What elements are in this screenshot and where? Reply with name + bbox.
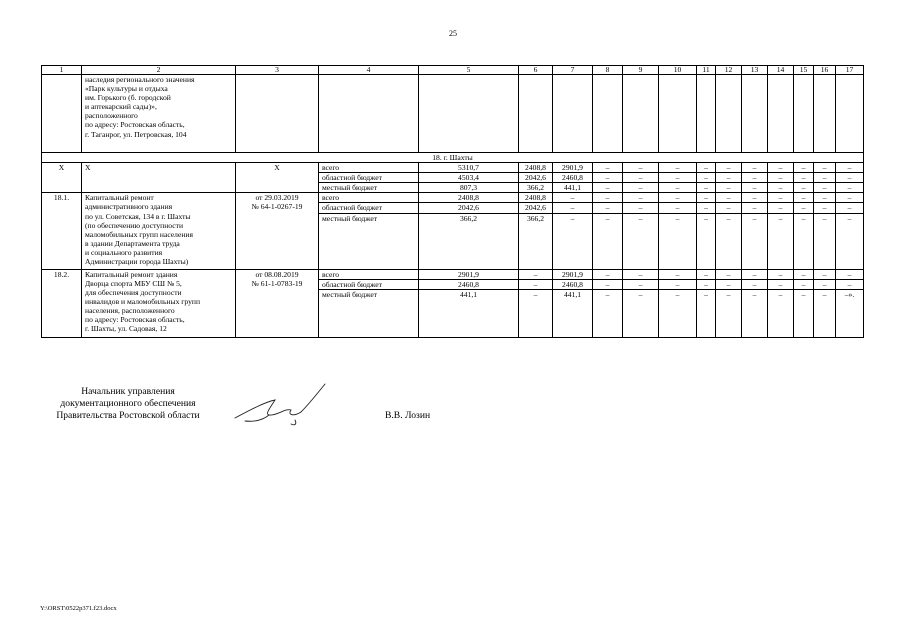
budget-source: всего	[319, 193, 419, 203]
column-header: 17	[836, 66, 864, 75]
amount-cell: –	[659, 183, 697, 193]
amount-cell: 441,1	[553, 289, 593, 337]
amount-cell: –	[716, 289, 742, 337]
amount-cell: –	[716, 193, 742, 203]
column-header: 8	[593, 66, 623, 75]
amount-cell: 4503,4	[419, 173, 519, 183]
column-header: 13	[742, 66, 768, 75]
table-cell	[768, 75, 794, 153]
amount-cell: –	[623, 213, 659, 269]
amount-cell: 2042,6	[519, 203, 553, 213]
item-number: 18.2.	[42, 269, 82, 337]
amount-cell: 5310,7	[419, 163, 519, 173]
amount-cell: 2460,8	[419, 279, 519, 289]
amount-cell: –	[623, 173, 659, 183]
amount-cell: –	[716, 269, 742, 279]
amount-cell: –	[836, 173, 864, 183]
amount-cell: –	[814, 193, 836, 203]
amount-cell: –	[593, 183, 623, 193]
amount-cell: –	[659, 173, 697, 183]
column-header: 11	[697, 66, 716, 75]
amount-cell: –	[593, 289, 623, 337]
amount-cell: –	[742, 173, 768, 183]
budget-source: местный бюджет	[319, 289, 419, 337]
expertise-reference: от 29.03.2019 № 64-1-0267-19	[236, 193, 319, 269]
column-header: 2	[82, 66, 236, 75]
column-header: 16	[814, 66, 836, 75]
amount-cell: 2042,6	[419, 203, 519, 213]
amount-cell: –	[623, 163, 659, 173]
amount-cell: –	[768, 213, 794, 269]
amount-cell: –	[836, 183, 864, 193]
amount-cell: –	[623, 193, 659, 203]
amount-cell: –	[768, 203, 794, 213]
amount-cell: –	[623, 269, 659, 279]
amount-cell: –	[716, 173, 742, 183]
amount-cell: –	[742, 269, 768, 279]
amount-cell: –	[593, 213, 623, 269]
object-name: Х	[82, 163, 236, 193]
table-cell	[836, 75, 864, 153]
table-cell	[697, 75, 716, 153]
signer-position: Начальник управления документационного обеспечения Правительства Ростовской области	[56, 386, 200, 421]
amount-cell: –	[742, 193, 768, 203]
table-cell	[236, 75, 319, 153]
file-path-footer: Y:\ORST\0522p371.f23.docx	[40, 605, 117, 612]
amount-cell: –	[836, 203, 864, 213]
amount-cell: –	[593, 193, 623, 203]
amount-cell: –	[742, 213, 768, 269]
column-header: 6	[519, 66, 553, 75]
amount-cell: 2460,8	[553, 279, 593, 289]
amount-cell: –	[553, 213, 593, 269]
table-row	[42, 193, 864, 203]
column-header: 15	[794, 66, 814, 75]
amount-cell: –	[768, 279, 794, 289]
amount-cell: –	[836, 279, 864, 289]
signer-name: В.В. Лозин	[385, 410, 431, 421]
amount-cell: –	[623, 279, 659, 289]
amount-cell: 366,2	[519, 213, 553, 269]
amount-cell: –	[659, 203, 697, 213]
amount-cell: –	[742, 289, 768, 337]
section-title: 18. г. Шахты	[42, 153, 864, 163]
amount-cell: –	[814, 279, 836, 289]
table-cell	[623, 75, 659, 153]
expertise-reference: Х	[236, 163, 319, 193]
amount-cell: 2901,9	[419, 269, 519, 279]
amount-cell: –	[716, 183, 742, 193]
amount-cell: –».	[836, 289, 864, 337]
budget-source: местный бюджет	[319, 183, 419, 193]
amount-cell: 2901,9	[553, 163, 593, 173]
amount-cell: –	[519, 269, 553, 279]
table-cell	[553, 75, 593, 153]
expertise-reference: от 08.08.2019 № 61-1-0783-19	[236, 269, 319, 337]
amount-cell: 2042,6	[519, 173, 553, 183]
amount-cell: –	[697, 163, 716, 173]
page-number: 25	[449, 29, 457, 38]
amount-cell: –	[794, 279, 814, 289]
amount-cell: –	[768, 163, 794, 173]
amount-cell: 366,2	[519, 183, 553, 193]
amount-cell: –	[553, 193, 593, 203]
table-cell	[794, 75, 814, 153]
table-header-row	[42, 66, 864, 75]
amount-cell: –	[814, 173, 836, 183]
amount-cell: –	[553, 203, 593, 213]
amount-cell: 441,1	[553, 183, 593, 193]
amount-cell: –	[716, 203, 742, 213]
amount-cell: –	[814, 163, 836, 173]
row-number: Х	[42, 163, 82, 193]
amount-cell: 366,2	[419, 213, 519, 269]
row-number	[42, 75, 82, 153]
table-cell	[519, 75, 553, 153]
amount-cell: –	[836, 213, 864, 269]
amount-cell: –	[593, 279, 623, 289]
amount-cell: –	[742, 203, 768, 213]
budget-source: всего	[319, 163, 419, 173]
amount-cell: –	[814, 289, 836, 337]
amount-cell: –	[659, 269, 697, 279]
amount-cell: –	[519, 289, 553, 337]
object-name: Капитальный ремонт административного здания по ул. Советская, 134 в г. Шахты (по обеспечению доступности маломобильных групп населения в здании Департамента труда и социального развития Администрации города Шахты)	[82, 193, 236, 269]
amount-cell: –	[593, 173, 623, 183]
budget-source: всего	[319, 269, 419, 279]
amount-cell: –	[716, 163, 742, 173]
amount-cell: 2408,8	[419, 193, 519, 203]
amount-cell: –	[697, 203, 716, 213]
amount-cell: –	[742, 163, 768, 173]
amount-cell: –	[836, 193, 864, 203]
amount-cell: –	[768, 193, 794, 203]
amount-cell: –	[659, 279, 697, 289]
amount-cell: –	[593, 269, 623, 279]
amount-cell: –	[623, 183, 659, 193]
amount-cell: –	[593, 203, 623, 213]
amount-cell: –	[623, 203, 659, 213]
amount-cell: –	[768, 289, 794, 337]
amount-cell: –	[697, 269, 716, 279]
amount-cell: 441,1	[419, 289, 519, 337]
amount-cell: 807,3	[419, 183, 519, 193]
amount-cell: –	[697, 213, 716, 269]
amount-cell: –	[814, 203, 836, 213]
amount-cell: –	[794, 213, 814, 269]
amount-cell: 2901,9	[553, 269, 593, 279]
amount-cell: 2408,8	[519, 193, 553, 203]
table-cell	[742, 75, 768, 153]
amount-cell: –	[768, 183, 794, 193]
amount-cell: –	[519, 279, 553, 289]
amount-cell: –	[742, 183, 768, 193]
column-header: 3	[236, 66, 319, 75]
amount-cell: –	[697, 193, 716, 203]
amount-cell: –	[814, 183, 836, 193]
table-cell	[593, 75, 623, 153]
table-cell	[659, 75, 697, 153]
amount-cell: –	[742, 279, 768, 289]
amount-cell: –	[794, 173, 814, 183]
column-header: 5	[419, 66, 519, 75]
amount-cell: –	[794, 163, 814, 173]
table-cell	[419, 75, 519, 153]
column-header: 9	[623, 66, 659, 75]
table-row	[42, 75, 864, 153]
table-cell	[319, 75, 419, 153]
section-row	[42, 153, 864, 163]
amount-cell: –	[814, 269, 836, 279]
column-header: 1	[42, 66, 82, 75]
amount-cell: –	[768, 173, 794, 183]
budget-source: областной бюджет	[319, 203, 419, 213]
amount-cell: –	[659, 289, 697, 337]
amount-cell: –	[768, 269, 794, 279]
amount-cell: –	[697, 279, 716, 289]
column-header: 7	[553, 66, 593, 75]
column-header: 12	[716, 66, 742, 75]
amount-cell: –	[794, 193, 814, 203]
amount-cell: –	[794, 289, 814, 337]
amount-cell: –	[697, 173, 716, 183]
amount-cell: –	[836, 269, 864, 279]
column-header: 4	[319, 66, 419, 75]
item-number: 18.1.	[42, 193, 82, 269]
amount-cell: –	[814, 213, 836, 269]
column-header: 10	[659, 66, 697, 75]
amount-cell: –	[593, 163, 623, 173]
object-name: наследия регионального значения «Парк культуры и отдыха им. Горького (б. городской и аптекарский сады)», расположенного по адресу: Ростовская область, г. Таганрог, ул. Петровская, 104	[82, 75, 236, 153]
handwritten-signature	[225, 380, 335, 430]
amount-cell: –	[659, 213, 697, 269]
table-cell	[716, 75, 742, 153]
amount-cell: –	[794, 183, 814, 193]
table-row	[42, 269, 864, 279]
amount-cell: –	[716, 279, 742, 289]
funding-table	[41, 65, 864, 338]
amount-cell: –	[794, 203, 814, 213]
amount-cell: 2460,8	[553, 173, 593, 183]
table-cell	[814, 75, 836, 153]
amount-cell: –	[794, 269, 814, 279]
amount-cell: –	[716, 213, 742, 269]
amount-cell: –	[836, 163, 864, 173]
object-name: Капитальный ремонт здания Дворца спорта МБУ СШ № 5, для обеспечения доступности инвалидов и маломобильных групп населения, расположенного по адресу: Ростовская область, г. Шахты, ул. Садовая, 12	[82, 269, 236, 337]
column-header: 14	[768, 66, 794, 75]
amount-cell: –	[623, 289, 659, 337]
amount-cell: 2408,8	[519, 163, 553, 173]
table-row	[42, 163, 864, 173]
budget-source: областной бюджет	[319, 173, 419, 183]
budget-source: областной бюджет	[319, 279, 419, 289]
amount-cell: –	[697, 289, 716, 337]
amount-cell: –	[659, 163, 697, 173]
amount-cell: –	[697, 183, 716, 193]
amount-cell: –	[659, 193, 697, 203]
budget-source: местный бюджет	[319, 213, 419, 269]
